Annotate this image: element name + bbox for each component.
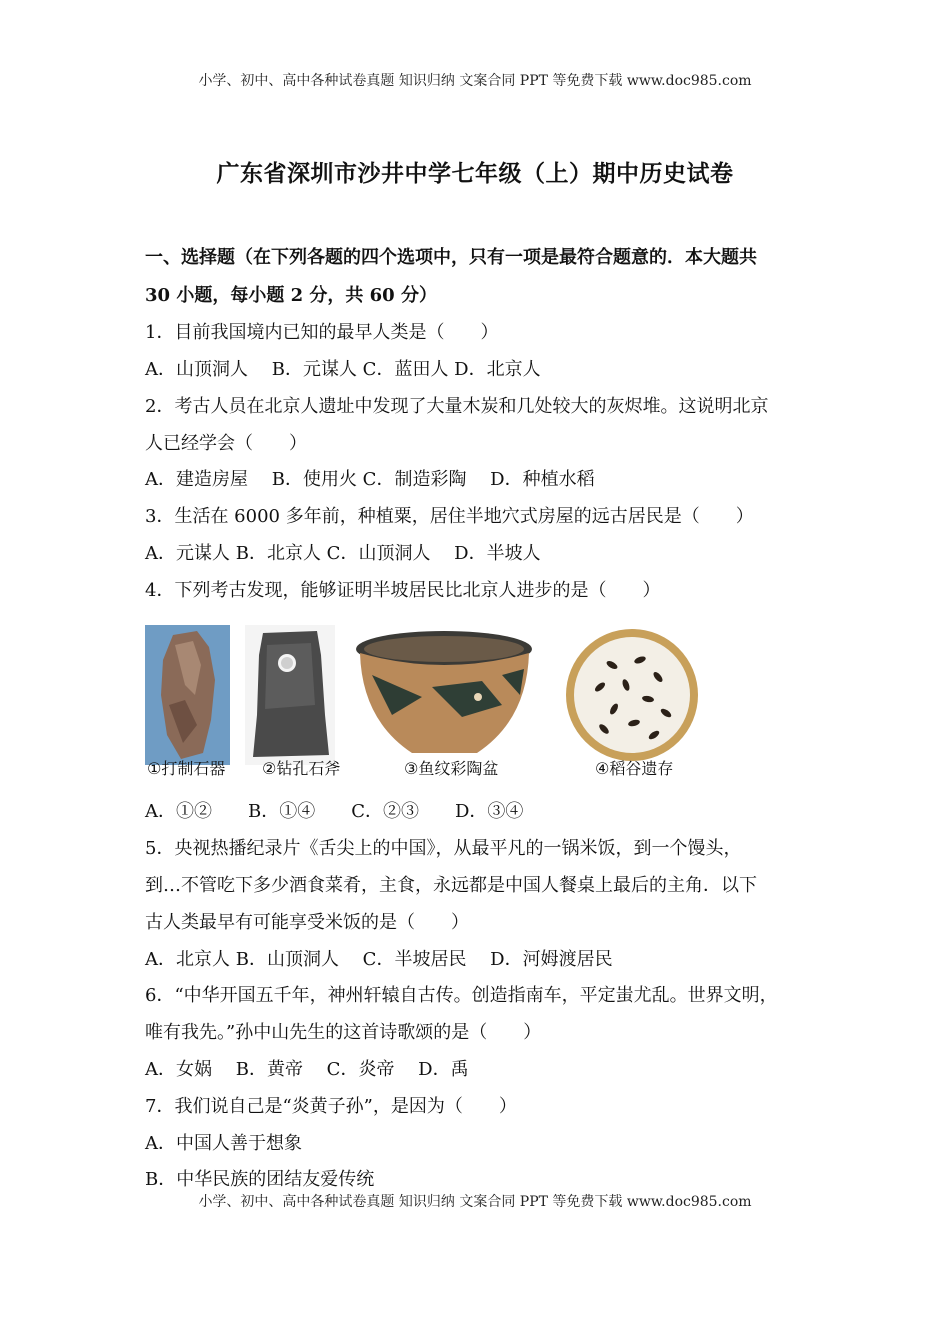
drilled-stone-axe-image	[245, 610, 335, 780]
caption-pottery-basin: ③鱼纹彩陶盆	[404, 759, 499, 778]
q4-options: A．①② B．①④ C．②③ D．③④	[145, 801, 524, 822]
q1-options: A．山顶洞人 B．元谋人 C．蓝田人 D．北京人	[145, 359, 541, 380]
q6-stem-line1: 6．“中华开国五千年，神州轩辕自古传。创造指南车，平定蚩尤乱。世界文明，	[145, 985, 778, 1006]
q3-options: A．元谋人 B．北京人 C．山顶洞人 D．半坡人	[145, 543, 541, 564]
caption-chipped-stone-tool: ①打制石器	[147, 759, 226, 778]
section-heading-line1: 一、选择题（在下列各题的四个选项中，只有一项是最符合题意的．本大题共	[145, 247, 757, 268]
q6-stem-line2: 唯有我先。”孙中山先生的这首诗歌颂的是（ ）	[145, 1022, 542, 1043]
q6-options: A．女娲 B．黄帝 C．炎帝 D．禹	[145, 1059, 469, 1080]
page-footer: 小学、初中、高中各种试卷真题 知识归纳 文案合同 PPT 等免费下载 www.doc985.com	[198, 1194, 752, 1210]
q5-stem-line2: 到…不管吃下多少酒食菜肴，主食，永远都是中国人餐桌上最后的主角．以下	[145, 875, 757, 896]
page-header: 小学、初中、高中各种试卷真题 知识归纳 文案合同 PPT 等免费下载 www.doc985.com	[198, 73, 752, 89]
q4-stem: 4．下列考古发现，能够证明半坡居民比北京人进步的是（ ）	[145, 580, 661, 601]
q5-stem-line3: 古人类最早有可能享受米饭的是（ ）	[145, 912, 469, 933]
q5-stem-line1: 5．央视热播纪录片《舌尖上的中国》，从最平凡的一锅米饭，到一个馒头，	[145, 838, 742, 859]
q7-option-a: A．中国人善于想象	[145, 1133, 302, 1154]
section-heading-line2: 30 小题，每小题 2 分，共 60 分）	[145, 285, 437, 306]
chipped-stone-tool-image	[145, 610, 230, 780]
page-title: 广东省深圳市沙井中学七年级（上）期中历史试卷	[216, 160, 734, 187]
q7-stem: 7．我们说自己是“炎黄子孙”，是因为（ ）	[145, 1096, 517, 1117]
fish-pattern-pottery-basin-image	[352, 610, 537, 780]
caption-rice-remains: ④稻谷遗存	[595, 759, 674, 778]
q2-stem-line2: 人已经学会（ ）	[145, 433, 307, 454]
q2-options: A．建造房屋 B．使用火 C．制造彩陶 D．种植水稻	[145, 469, 595, 490]
q3-stem: 3．生活在 6000 多年前，种植粟，居住半地穴式房屋的远古居民是（ ）	[145, 506, 754, 527]
q5-options: A．北京人 B．山顶洞人 C．半坡居民 D．河姆渡居民	[145, 949, 613, 970]
q1-stem: 1．目前我国境内已知的最早人类是（ ）	[145, 322, 499, 343]
q7-option-b: B．中华民族的团结友爱传统	[145, 1169, 375, 1190]
caption-drilled-stone-axe: ②钻孔石斧	[262, 759, 341, 778]
q2-stem-line1: 2．考古人员在北京人遗址中发现了大量木炭和几处较大的灰烬堆。这说明北京	[145, 396, 769, 417]
rice-grain-remains-image	[560, 610, 705, 780]
